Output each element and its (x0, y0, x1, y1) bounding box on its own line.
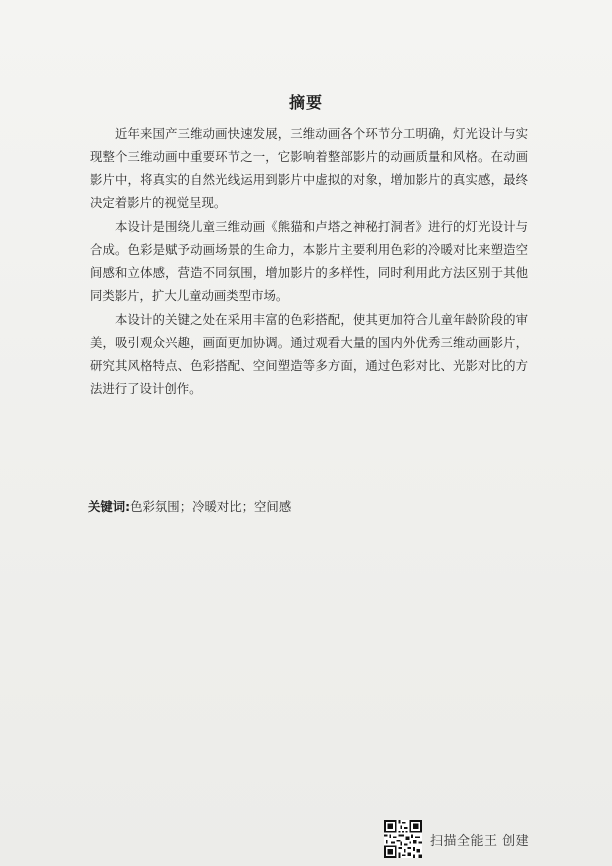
abstract-title: 摘要 (288, 93, 323, 112)
keywords-text: 色彩氛围；冷暖对比；空间感 (130, 499, 292, 514)
keywords-label: 关键词: (88, 499, 131, 514)
scanner-credit-text: 扫描全能王 创建 (430, 833, 530, 849)
qr-code-icon (384, 820, 422, 858)
abstract-paragraph-3: 本设计的关键之处在采用丰富的色彩搭配，使其更加符合儿童年龄阶段的审美，吸引观众兴趣，画面更加协调。通过观看大量的国内外优秀三维动画影片，研究其风格特点、色彩搭配、空间塑造等多方面，通过色彩对比、光影对比的方法进行了设计创作。 (90, 312, 528, 396)
abstract-paragraph-1: 近年来国产三维动画快速发展，三维动画各个环节分工明确，灯光设计与实现整个三维动画中重要环节之一，它影响着整部影片的动画质量和风格。在动画影片中，将真实的自然光线运用到影片中虚拟的对象，增加影片的真实感，最终决定着影片的视觉呈现。 (90, 126, 528, 210)
abstract-body (90, 122, 528, 401)
scanner-watermark (384, 818, 529, 860)
abstract-paragraph-2: 本设计是围绕儿童三维动画《熊猫和卢塔之神秘打洞者》进行的灯光设计与合成。色彩是赋予动画场景的生命力，本影片主要利用色彩的冷暖对比来塑造空间感和立体感，营造不同氛围，增加影片的多样性，同时利用此方法区别于其他同类影片，扩大儿童动画类型市场。 (90, 219, 528, 303)
keywords-line (88, 497, 291, 517)
